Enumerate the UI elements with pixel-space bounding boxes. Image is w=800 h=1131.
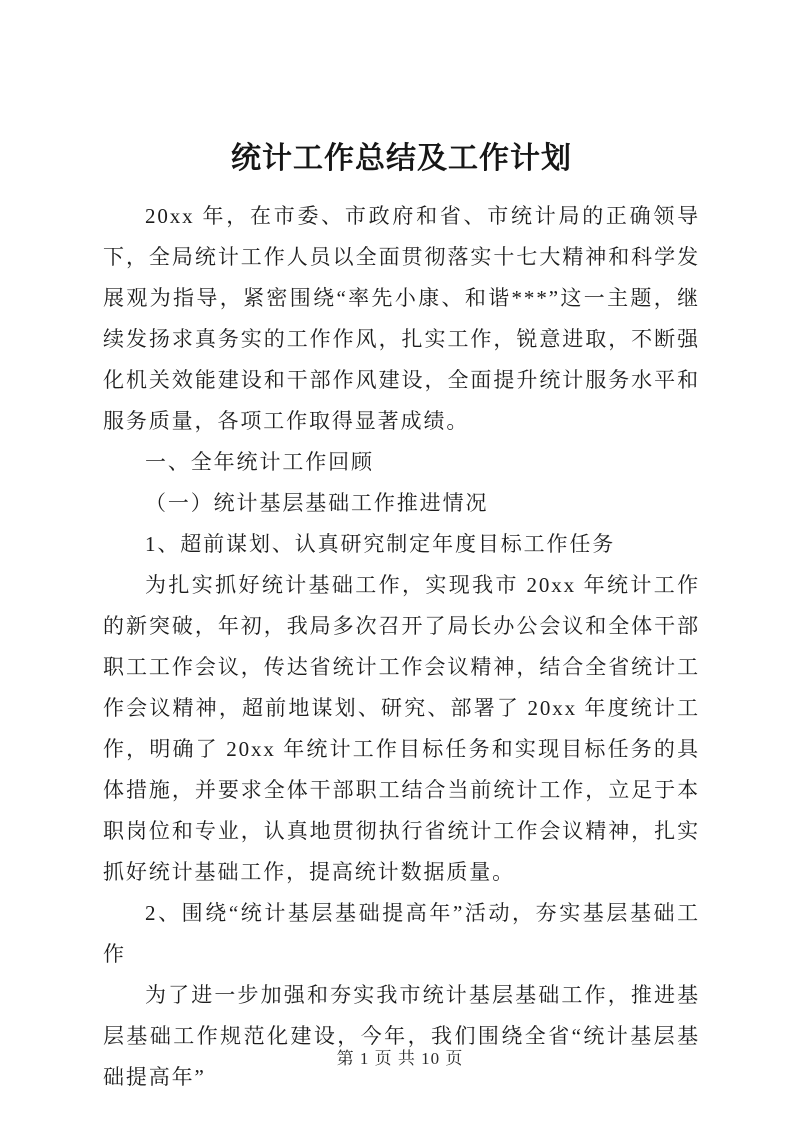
subsection-heading-2: 2、围绕“统计基层基础提高年”活动，夯实基层基础工作 [103,901,700,966]
page-number-footer: 第 1 页 共 10 页 [336,1049,464,1068]
document-title: 统计工作总结及工作计划 [231,142,572,175]
subsection-heading-1: 1、超前谋划、认真研究制定年度目标工作任务 [145,532,616,556]
paragraph-intro: 20xx 年，在市委、市政府和省、市统计局的正确领导下，全局统计工作人员以全面贯彻落实十七大精神和科学发展观为指导，紧密围绕“率先小康、和谐***”这一主题，继续发扬求真务实的工作作风，扎实工作，锐意进取，不断强化机关效能建设和干部作风建设，全面提升统计服务水平和服务质量，各项工作取得显著成绩。 [103,204,700,433]
section-heading-1-1: （一）统计基层基础工作推进情况 [145,491,489,515]
paragraph-subsection-1: 为扎实抓好统计基础工作，实现我市 20xx 年统计工作的新突破，年初，我局多次召开了局长办公会议和全体干部职工工作会议，传达省统计工作会议精神，结合全省统计工作会议精神，超前地谋划、研究、部署了 20xx 年度统计工作，明确了 20xx 年统计工作目标任务和实现目标任务的具体措施，并要求全体干部职工结合当前统计工作，立足于本职岗位和专业，认真地贯彻执行省统计工作会议精神，扎实抓好统计基础工作，提高统计数据质量。 [103,573,700,884]
paragraph-subsection-2: 为了进一步加强和夯实我市统计基层基础工作，推进基层基础工作规范化建设，今年，我们围绕全省“统计基层基础提高年” [103,983,700,1089]
section-heading-1: 一、全年统计工作回顾 [145,450,374,474]
